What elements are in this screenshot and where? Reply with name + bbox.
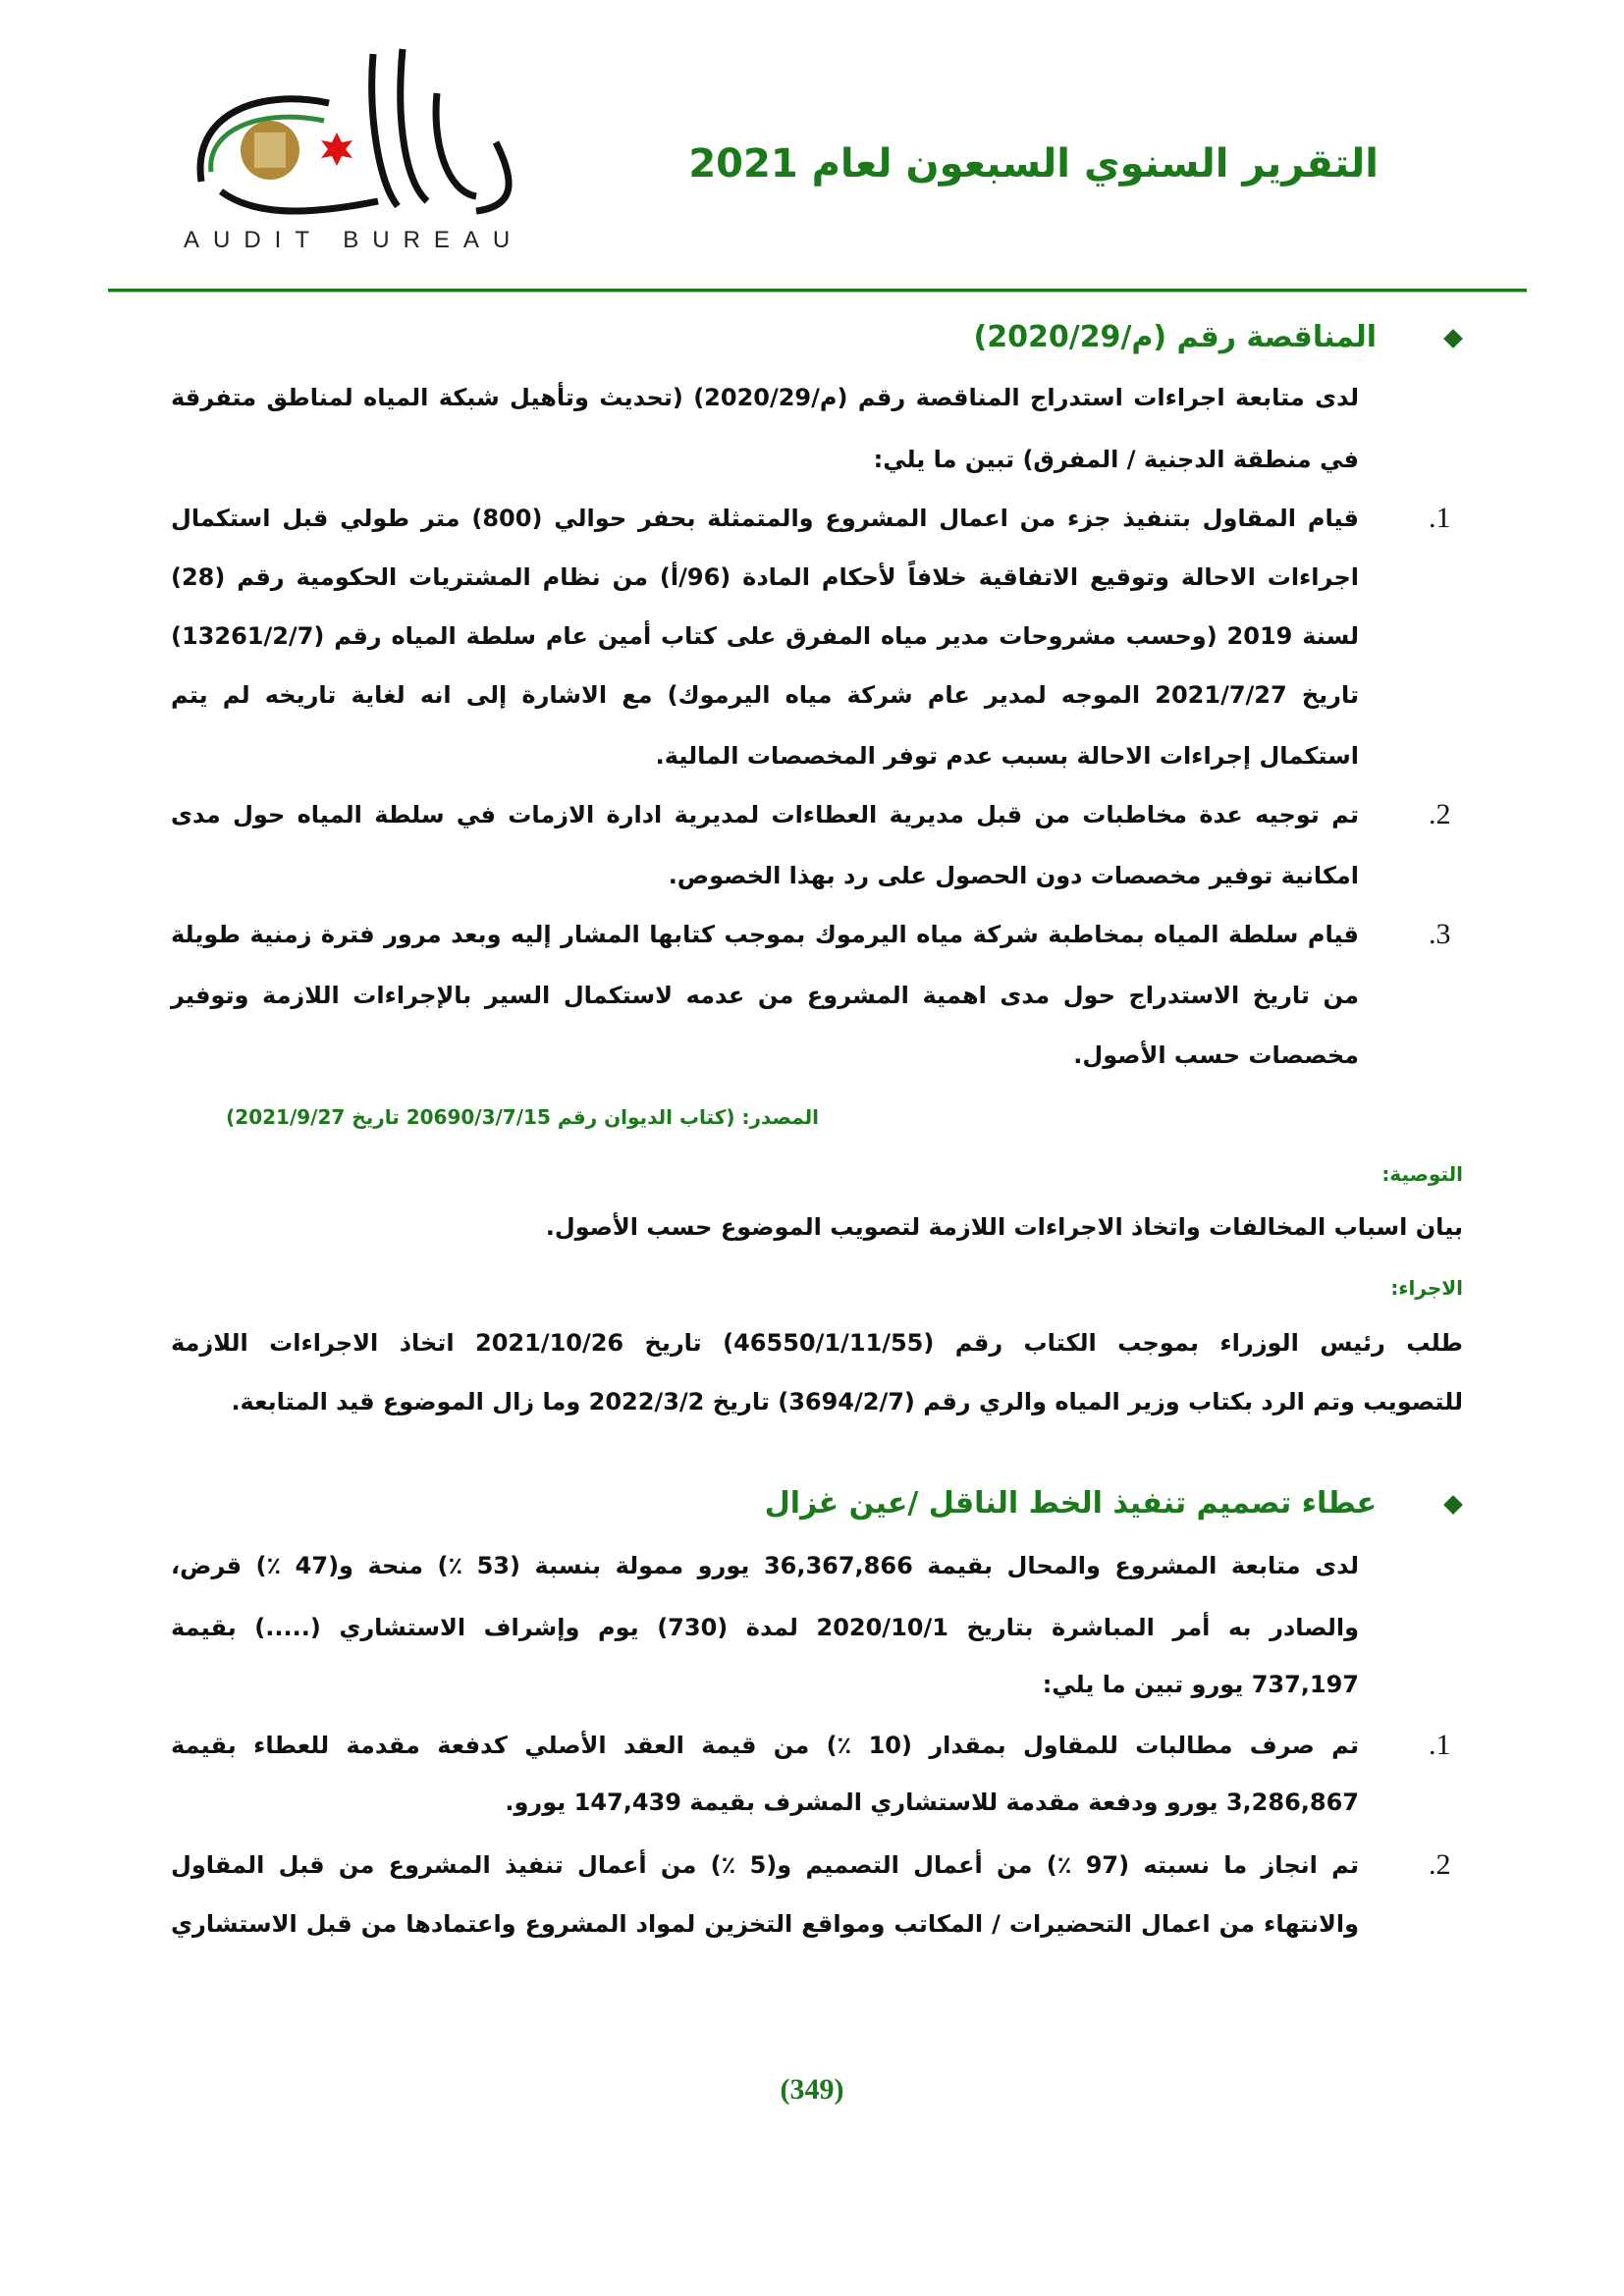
list-line: لسنة 2019 (وحسب مشروحات مدير مياه المفرق على كتاب أمين عام سلطة المياه رقم (13261/2/7) <box>171 622 1359 650</box>
recommendation-text: بيان اسباب المخالفات واتخاذ الاجراءات اللازمة لتصويب الموضوع حسب الأصول. <box>545 1213 1463 1241</box>
source-reference: المصدر: (كتاب الديوان رقم 20690/3/7/15 تاريخ 2021/9/27) <box>226 1105 819 1129</box>
header-divider <box>108 289 1527 293</box>
list-line: تاريخ 2021/7/27 الموجه لمدير عام شركة مياه اليرموك) مع الاشارة إلى انه لغاية تاريخه لم يتم <box>171 681 1359 709</box>
paragraph-line: لدى متابعة اجراءات استدراج المناقصة رقم (م/2020/29) (تحديث وتأهيل شبكة المياه لمناطق متفرقة <box>171 384 1359 411</box>
list-line: قيام المقاول بتنفيذ جزء من اعمال المشروع والمتمثلة بحفر حوالي (800) متر طولي قبل استكمال <box>171 505 1359 532</box>
audit-bureau-logo <box>182 34 555 260</box>
bullet-diamond-icon <box>1443 329 1463 348</box>
action-label: الاجراء: <box>1390 1276 1463 1300</box>
list-line: اجراءات الاحالة وتوقيع الاتفاقية خلافاً لأحكام المادة (96/أ) من نظام المشتريات الحكومية رقم (28) <box>171 563 1359 591</box>
list-line: تم توجيه عدة مخاطبات من قبل مديرية العطاءات لمديرية ادارة الازمات في سلطة المياه حول مدى <box>171 801 1359 828</box>
report-title: التقرير السنوي السبعون لعام 2021 <box>688 141 1379 187</box>
page-number: (349) <box>780 2073 844 2106</box>
list-number: .3 <box>1429 918 1451 950</box>
list-line: امكانية توفير مخصصات دون الحصول على رد بهذا الخصوص. <box>668 862 1359 889</box>
bullet-diamond-icon <box>1443 1495 1463 1515</box>
list-line: 3,286,867 يورو ودفعة مقدمة للاستشاري المشرف بقيمة 147,439 يورو. <box>505 1789 1359 1816</box>
list-number: .2 <box>1429 798 1451 830</box>
recommendation-label: التوصية: <box>1381 1162 1463 1186</box>
paragraph-line: 737,197 يورو تبين ما يلي: <box>1042 1671 1359 1698</box>
list-number: .1 <box>1429 1729 1451 1761</box>
logo-english-text: AUDIT BUREAU <box>184 227 524 253</box>
paragraph-line: لدى متابعة المشروع والمحال بقيمة 36,367,866 يورو ممولة بنسبة (53 ٪) منحة و(47 ٪) قرض، <box>171 1552 1360 1579</box>
paragraph-line: والصادر به أمر المباشرة بتاريخ 2020/10/1 لمدة (730) يوم وإشراف الاستشاري (.....) بقيمة <box>171 1614 1360 1641</box>
action-line: للتصويب وتم الرد بكتاب وزير المياه والري رقم (3694/2/7) تاريخ 2022/3/2 وما زال الموضوع قيد المتابعة. <box>231 1388 1463 1415</box>
list-line: قيام سلطة المياه بمخاطبة شركة مياه اليرموك بموجب كتابها المشار إليه وبعد مرور فترة زمنية طويلة <box>171 921 1359 948</box>
list-line: تم انجاز ما نسبته (97 ٪) من أعمال التصميم و(5 ٪) من أعمال تنفيذ المشروع من قبل المقاول <box>171 1851 1359 1879</box>
logo-emblem-icon <box>182 34 555 231</box>
list-line: استكمال إجراءات الاحالة بسبب عدم توفر المخصصات المالية. <box>655 742 1359 770</box>
paragraph-line: في منطقة الدجنية / المفرق) تبين ما يلي: <box>873 446 1359 473</box>
list-line: من تاريخ الاستدراج حول مدى اهمية المشروع من عدمه لاستكمال السير بالإجراءات اللازمة وتوفير <box>171 982 1359 1009</box>
list-line: مخصصات حسب الأصول. <box>1073 1041 1359 1069</box>
list-line: تم صرف مطالبات للمقاول بمقدار (10 ٪) من قيمة العقد الأصلي كدفعة مقدمة للعطاء بقيمة <box>171 1732 1359 1759</box>
action-line: طلب رئيس الوزراء بموجب الكتاب رقم (46550/1/11/55) تاريخ 2021/10/26 اتخاذ الاجراءات اللازمة <box>171 1329 1463 1357</box>
list-number: .2 <box>1429 1848 1451 1881</box>
list-line: والانتهاء من اعمال التحضيرات / المكاتب ومواقع التخزين لمواد المشروع واعتمادها من قبل الاستشاري <box>171 1910 1359 1938</box>
section-heading: عطاء تصميم تنفيذ الخط الناقل /عين غزال <box>764 1486 1377 1521</box>
list-number: .1 <box>1429 502 1451 534</box>
section-heading: المناقصة رقم (م/2020/29) <box>973 320 1377 354</box>
